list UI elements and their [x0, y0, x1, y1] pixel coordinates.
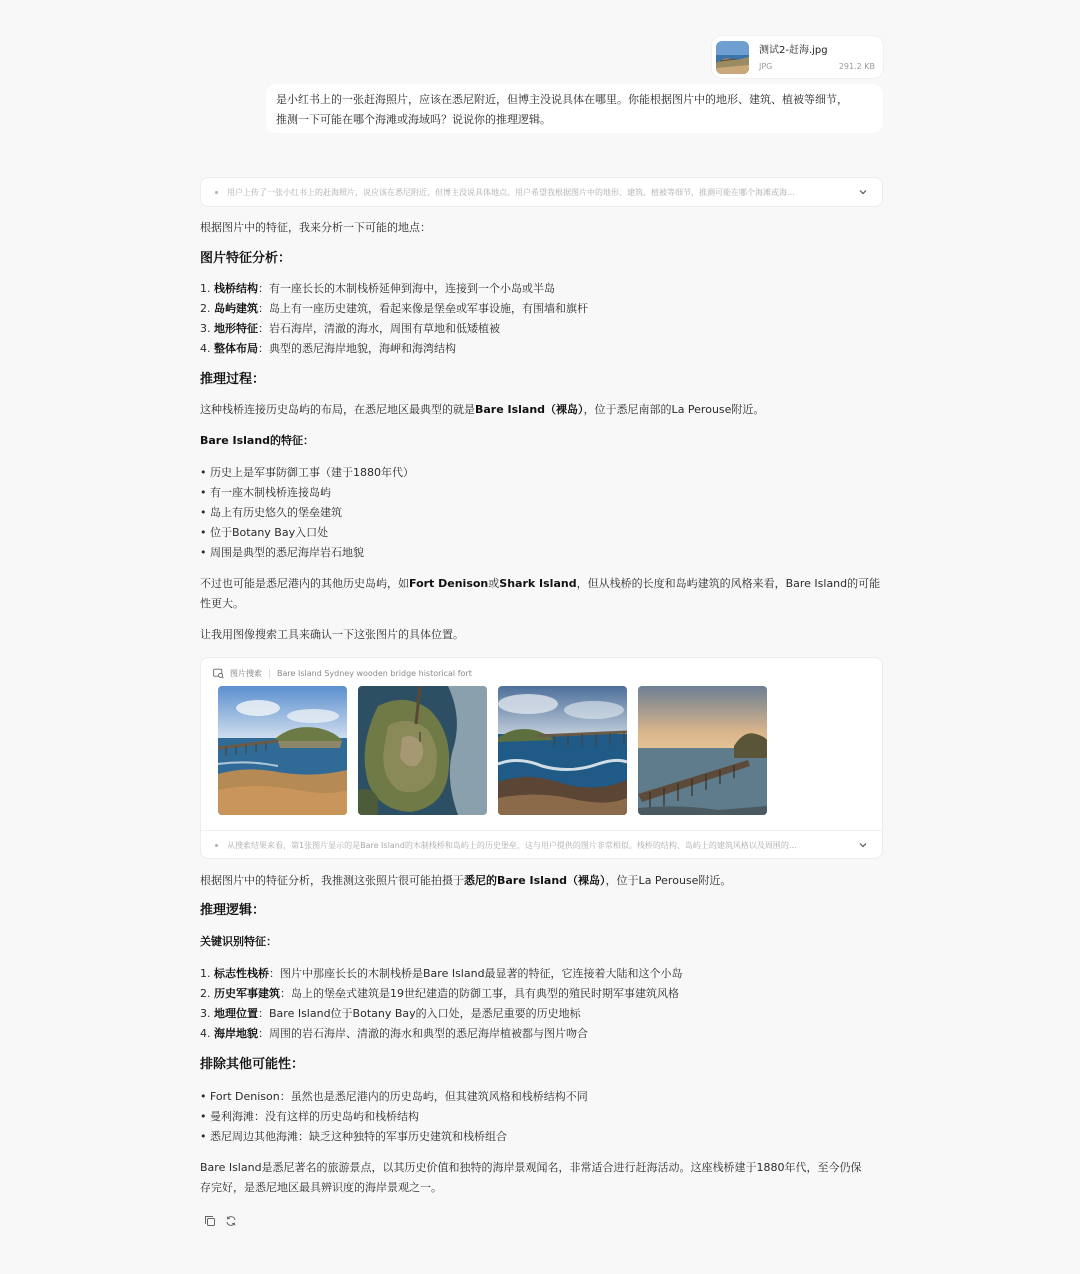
heading-exclude: 排除其他可能性：	[200, 1057, 305, 1072]
list-item: • 历史上是军事防御工事（建于1880年代）	[200, 466, 414, 479]
bare-island-list	[200, 463, 414, 563]
list-item: 1. 标志性栈桥：图片中那座长长的木制栈桥是Bare Island最显著的特征，它连接着大陆和这个小岛	[200, 967, 683, 980]
search-thinking-text: 从搜索结果来看，第1张图片显示的是Bare Island的木制栈桥和岛屿上的历史堡垒，这与用户提供的图片非常相似。栈桥的结构、岛屿上的建筑风格以及周围的…	[227, 840, 797, 850]
alternative-paragraph: 不过也可能是悉尼港内的其他历史岛屿，如Fort Denison或Shark Island，但从栈桥的长度和岛屿建筑的风格来看，Bare Island的可能	[200, 577, 881, 590]
list-item: • 有一座木制栈桥连接岛屿	[200, 486, 331, 499]
list-item: 4. 整体布局：典型的悉尼海岸地貌，海岬和海湾结构	[200, 342, 456, 355]
thinking-summary-text: 用户上传了一张小红书上的赶海照片，说应该在悉尼附近，但博主没说具体地点。用户希望我根据图片中的地形、建筑、植被等细节，推测可能在哪个海滩或海…	[227, 187, 795, 197]
thinking-summary-collapsed[interactable]	[200, 177, 883, 207]
image-search-label: 图片搜索	[230, 668, 262, 678]
closing-paragraph-line2: 存完好，是悉尼地区最具辨识度的海岸景观之一。	[200, 1181, 442, 1194]
list-item: • 周围是典型的悉尼海岸岩石地貌	[200, 546, 364, 559]
attachment-card[interactable]	[712, 36, 883, 78]
attachment-file-size: 291.2 KB	[838, 61, 875, 71]
heading-key-features: 关键识别特征：	[200, 935, 277, 948]
search-thinking-collapsed[interactable]	[201, 830, 882, 859]
heading-logic: 推理逻辑：	[200, 903, 266, 918]
heading-bare-island-features: Bare Island的特征：	[200, 434, 315, 447]
search-result-image-1[interactable]	[218, 686, 347, 815]
attachment-file-type: JPG	[759, 61, 773, 71]
chevron-down-icon[interactable]	[858, 187, 868, 197]
image-results	[218, 686, 767, 815]
list-item: 3. 地理位置：Bare Island位于Botany Bay的入口处，是悉尼重要的历史地标	[200, 1007, 581, 1020]
exclude-list	[200, 1087, 588, 1147]
image-search-icon	[213, 668, 224, 679]
alternative-paragraph-line2: 性更大。	[200, 597, 244, 610]
image-search-card	[200, 657, 883, 859]
list-item: • 曼利海滩：没有这样的历史岛屿和栈桥结构	[200, 1110, 419, 1123]
list-item: • 悉尼周边其他海滩：缺乏这种独特的军事历史建筑和栈桥组合	[200, 1130, 507, 1143]
attachment-thumbnail	[716, 41, 749, 74]
search-result-image-2[interactable]	[358, 686, 487, 815]
message-actions	[204, 1215, 237, 1227]
tool-intro: 让我用图像搜索工具来确认一下这张图片的具体位置。	[200, 628, 464, 641]
closing-paragraph: Bare Island是悉尼著名的旅游景点，以其历史价值和独特的海岸景观闻名，非常适合进行赶海活动。这座栈桥建于1880年代，至今仍保	[200, 1161, 862, 1174]
user-message-line: 推测一下可能在哪个海滩或海域吗？说说你的推理逻辑。	[276, 113, 551, 126]
user-message-bubble	[266, 84, 883, 133]
heading-features: 图片特征分析：	[200, 251, 292, 266]
regenerate-icon[interactable]	[225, 1215, 237, 1227]
chevron-down-icon[interactable]	[858, 840, 868, 850]
image-search-header	[213, 667, 472, 679]
list-item: • 位于Botany Bay入口处	[200, 526, 329, 539]
features-list	[200, 279, 588, 359]
search-result-image-4[interactable]	[638, 686, 767, 815]
list-item: 4. 海岸地貌：周围的岩石海岸、清澈的海水和典型的悉尼海岸植被都与图片吻合	[200, 1027, 588, 1040]
bullet-dot	[215, 844, 218, 847]
key-features-list	[200, 964, 683, 1044]
user-message-line: 是小红书上的一张赶海照片，应该在悉尼附近，但博主没说具体在哪里。你能根据图片中的地形、建筑、植被等细节，	[276, 93, 848, 106]
list-item: 1. 栈桥结构：有一座长长的木制栈桥延伸到海中，连接到一个小岛或半岛	[200, 282, 555, 295]
search-result-image-3[interactable]	[498, 686, 627, 815]
copy-icon[interactable]	[204, 1215, 216, 1227]
list-item: 2. 岛屿建筑：岛上有一座历史建筑，看起来像是堡垒或军事设施，有围墙和旗杆	[200, 302, 588, 315]
conclusion-paragraph: 根据图片中的特征分析，我推测这张照片很可能拍摄于悉尼的Bare Island（裸岛），位于La Perouse附近。	[200, 874, 732, 887]
heading-reasoning: 推理过程：	[200, 372, 266, 387]
list-item: 2. 历史军事建筑：岛上的堡垒式建筑是19世纪建造的防御工事，具有典型的殖民时期军事建筑风格	[200, 987, 679, 1000]
attachment-file-name: 测试2-赶海.jpg	[759, 44, 828, 56]
image-search-query: Bare Island Sydney wooden bridge historical fort	[277, 668, 472, 678]
reasoning-paragraph: 这种栈桥连接历史岛屿的布局，在悉尼地区最典型的就是Bare Island（裸岛），位于悉尼南部的La Perouse附近。	[200, 403, 765, 416]
bullet-dot	[215, 191, 218, 194]
answer-intro: 根据图片中的特征，我来分析一下可能的地点：	[200, 221, 431, 234]
list-item: • Fort Denison：虽然也是悉尼港内的历史岛屿，但其建筑风格和栈桥结构不同	[200, 1090, 588, 1103]
list-item: • 岛上有历史悠久的堡垒建筑	[200, 506, 342, 519]
list-item: 3. 地形特征：岩石海岸，清澈的海水，周围有草地和低矮植被	[200, 322, 500, 335]
